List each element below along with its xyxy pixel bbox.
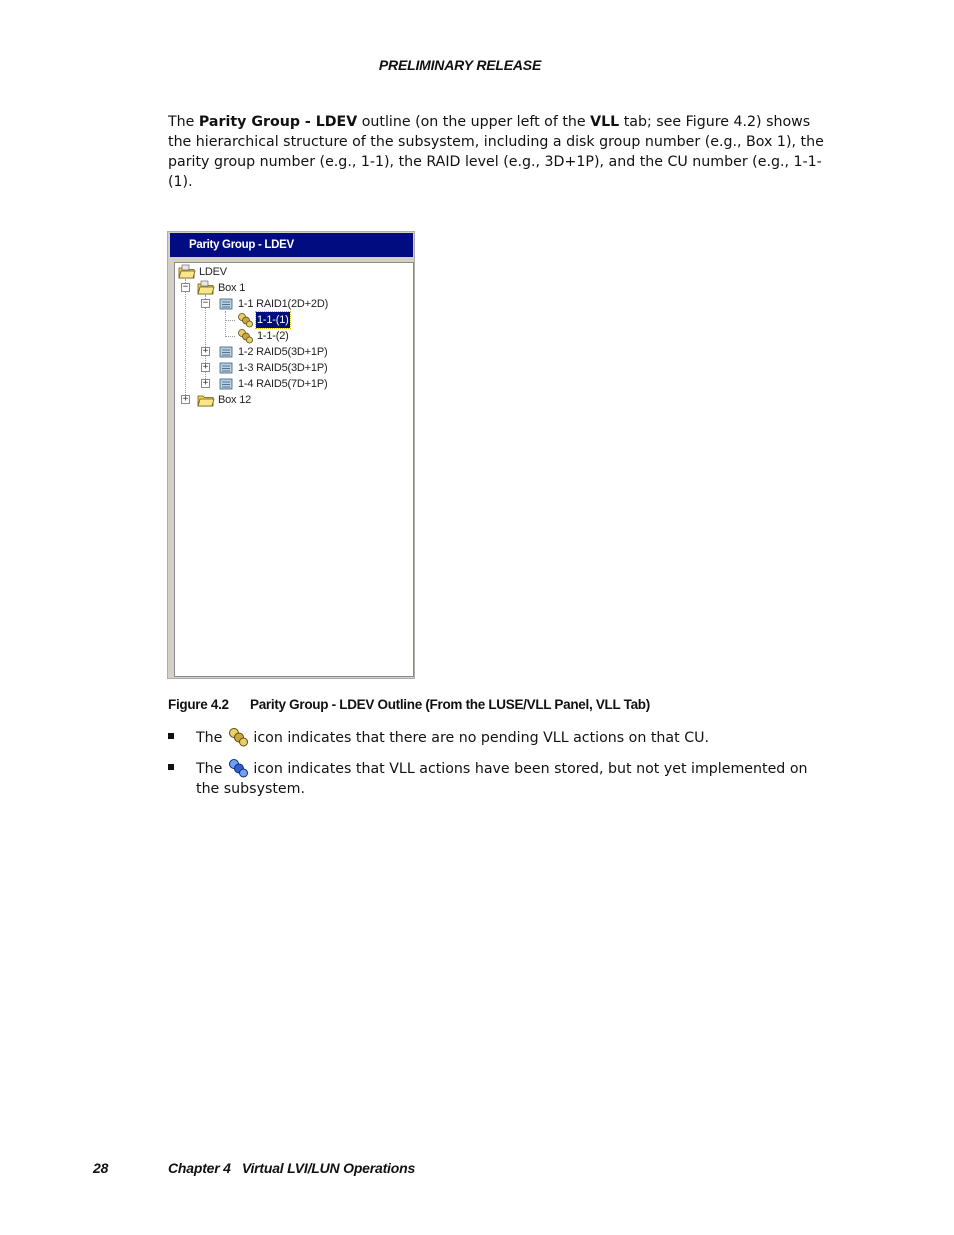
tree-node-label: 1-4 RAID5(7D+1P) — [238, 378, 328, 390]
tree-node-label: LDEV — [199, 266, 227, 278]
disk-group-icon — [217, 360, 235, 376]
bullet-marker — [168, 733, 174, 739]
tree-connector — [225, 336, 235, 337]
tree-node-label: 1-2 RAID5(3D+1P) — [238, 346, 328, 358]
folder-icon — [178, 264, 196, 280]
tree-connector — [225, 320, 235, 321]
tree-connector — [225, 311, 226, 337]
folder-icon — [197, 392, 215, 408]
panel-title: Parity Group - LDEV — [170, 233, 413, 257]
intro-paragraph: The Parity Group - LDEV outline (on the upper left of the VLL tab; see Figure 4.2) shows the hierarchical structure of the subsystem, including a disk group number (e.g., Box 1), the parity group number (e.g., 1-1), the RAID level (e.g., 3D+1P), and the CU number (e.g., 1-1-(1). — [168, 114, 824, 190]
collapse-toggle[interactable]: − — [182, 282, 189, 292]
release-header: PRELIMINARY RELEASE — [378, 57, 542, 73]
expand-toggle[interactable]: + — [202, 346, 209, 356]
figure-title: Parity Group - LDEV Outline (From the LUSE/VLL Panel, VLL Tab) — [250, 697, 650, 712]
tree-node-label: 1-3 RAID5(3D+1P) — [238, 362, 328, 374]
bullet-marker — [168, 764, 174, 770]
chapter-title: Chapter 4 Virtual LVI/LUN Operations — [168, 1160, 416, 1176]
page-number: 28 — [93, 1160, 109, 1176]
tree-node-label: Box 12 — [218, 394, 252, 406]
folder-icon — [197, 280, 215, 296]
expand-toggle[interactable]: + — [202, 362, 209, 372]
parity-group-ldev-panel — [167, 231, 415, 679]
tree-node-label: 1-1 RAID1(2D+2D) — [238, 298, 329, 310]
tree-node-label: 1-1-(1) — [257, 314, 289, 326]
disk-group-icon — [217, 376, 235, 392]
disk-group-icon — [217, 344, 235, 360]
disk-group-icon — [217, 296, 235, 312]
tree-node-label: Box 1 — [218, 282, 246, 294]
cu-gold-icon — [236, 312, 254, 328]
tree-connector — [185, 279, 186, 401]
expand-toggle[interactable]: + — [182, 394, 189, 404]
cu-blue-icon — [227, 757, 249, 779]
figure-number: Figure 4.2 — [168, 697, 229, 712]
cu-gold-icon — [227, 726, 249, 748]
bullet-text: The icon indicates that there are no pending VLL actions on that CU. — [196, 726, 816, 748]
figure-caption — [168, 697, 650, 712]
cu-gold-icon — [236, 328, 254, 344]
expand-toggle[interactable]: + — [202, 378, 209, 388]
ldev-tree[interactable] — [174, 262, 414, 677]
bullet-text: The icon indicates that VLL actions have been stored, but not yet implemented on the subsystem. — [196, 757, 816, 799]
tree-node-label: 1-1-(2) — [257, 330, 289, 342]
collapse-toggle[interactable]: − — [202, 298, 209, 308]
